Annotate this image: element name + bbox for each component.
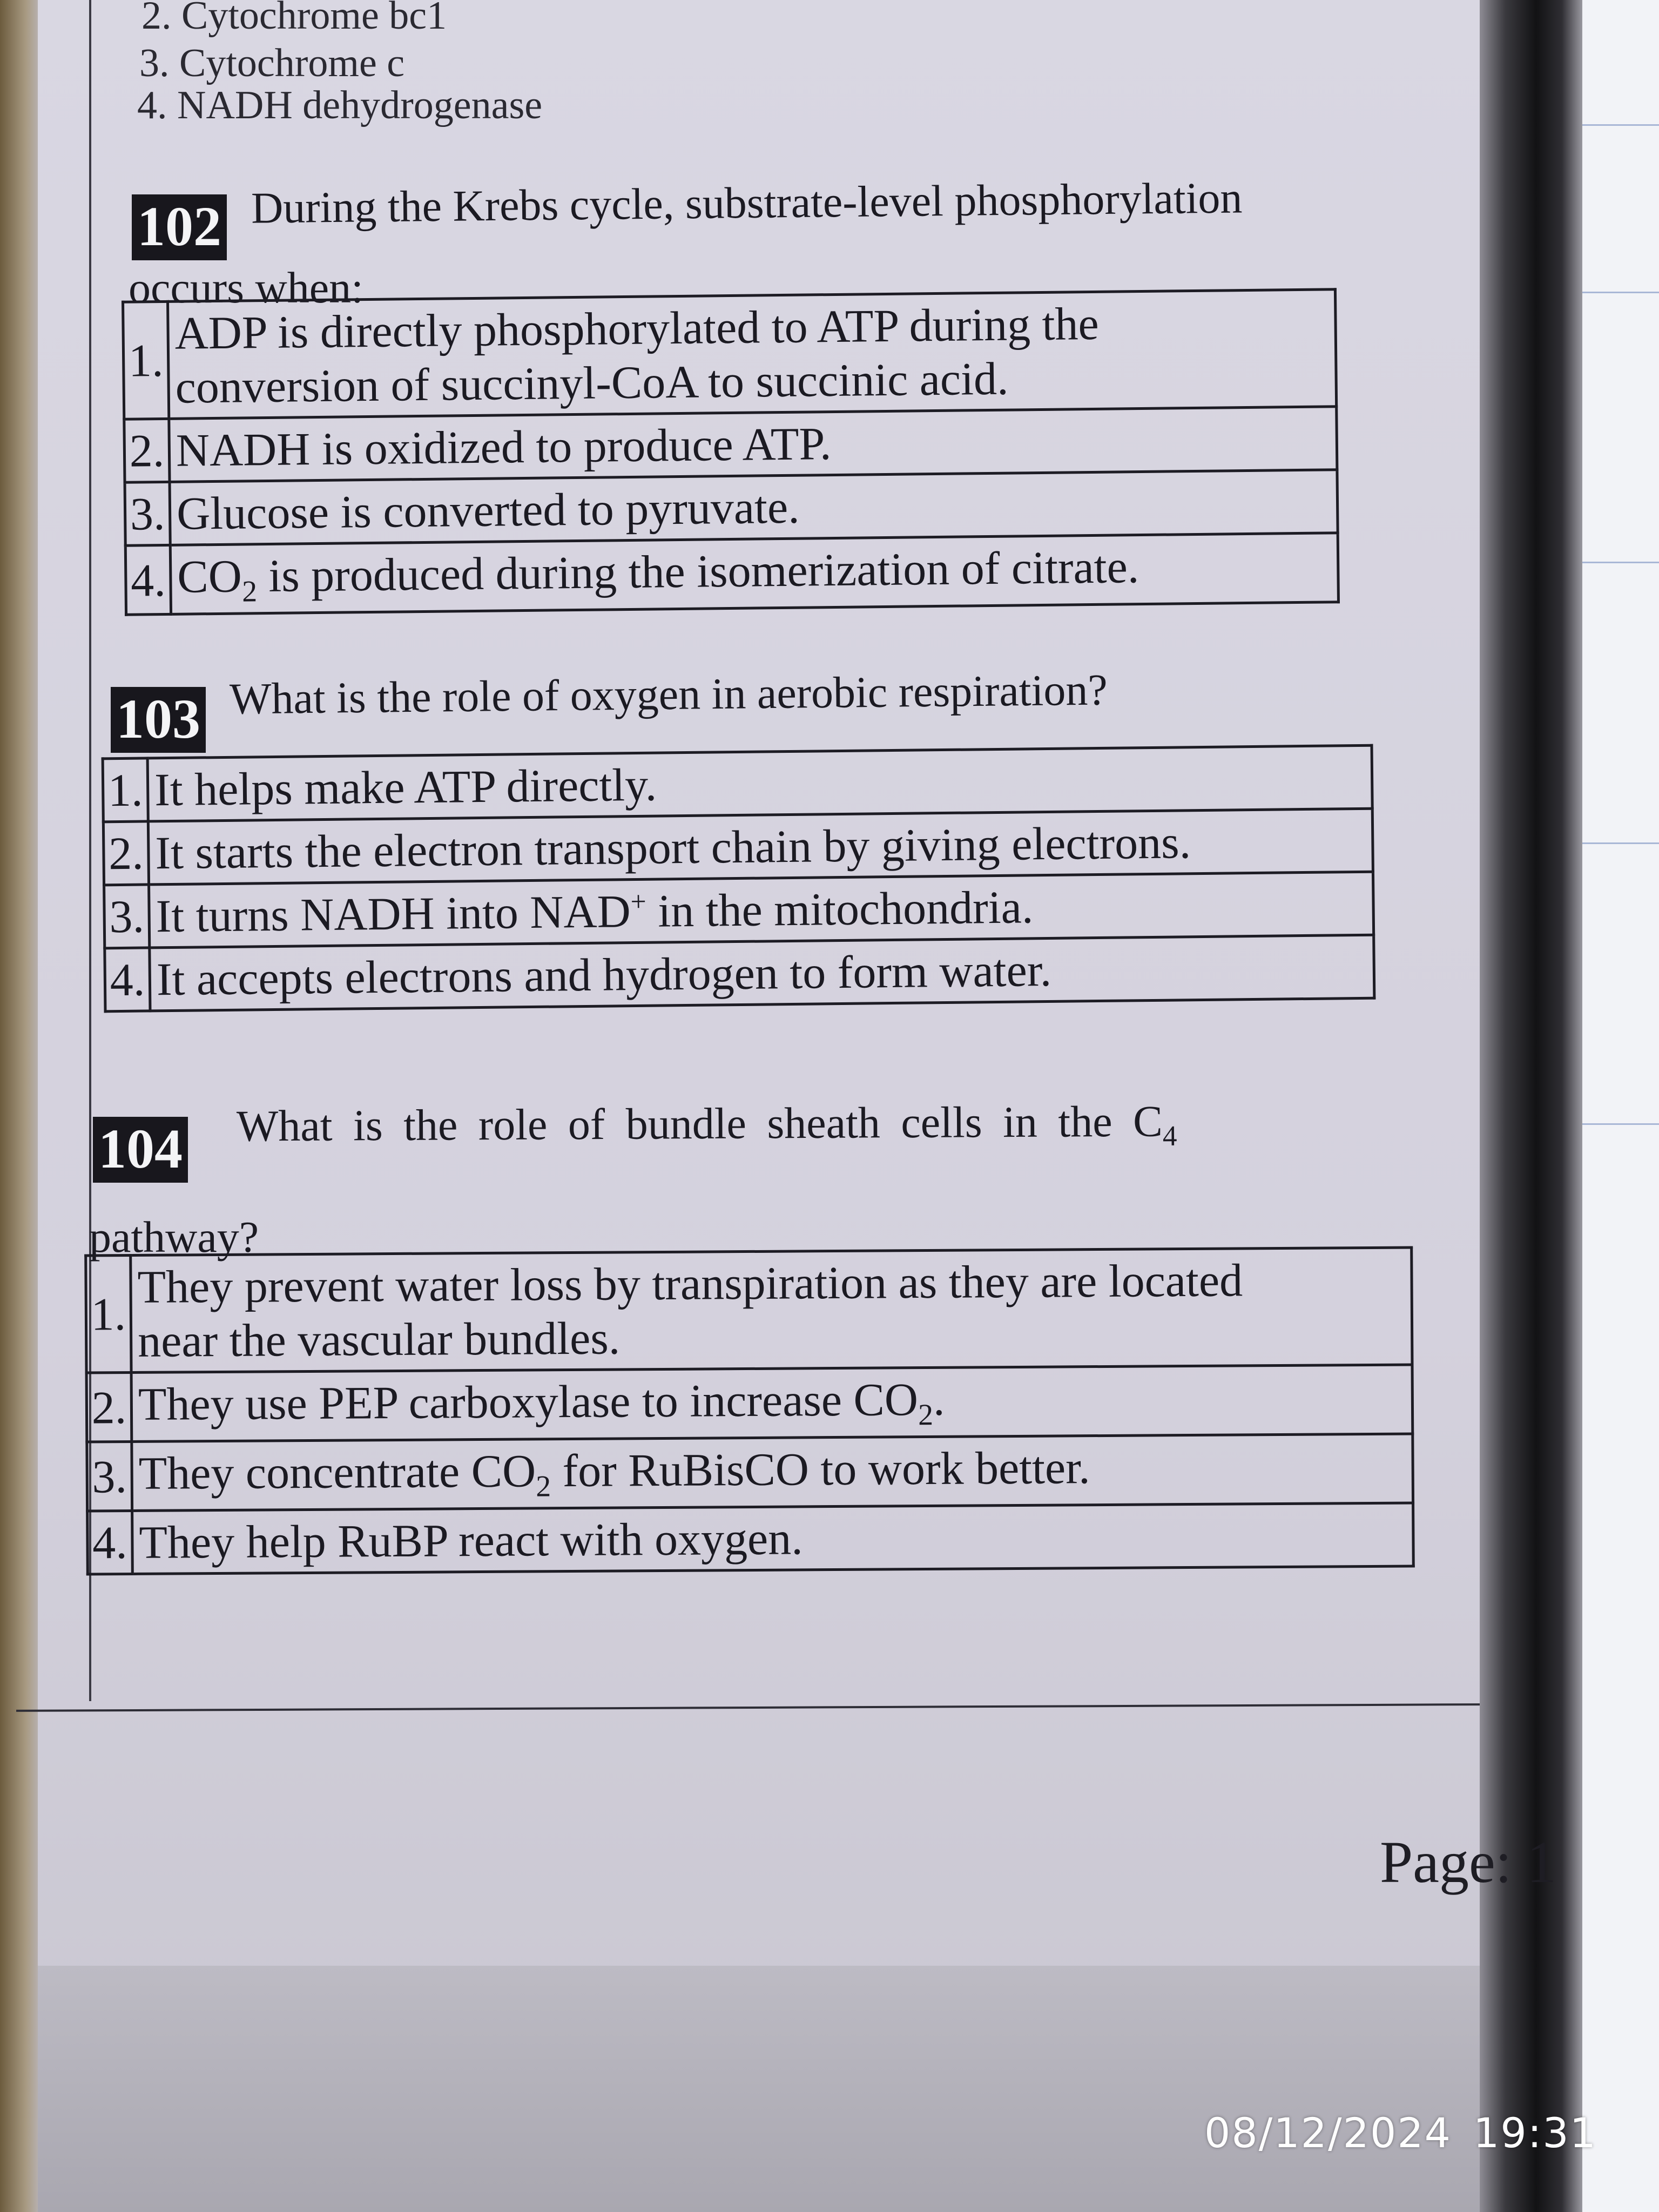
- notebook-line: [1582, 124, 1659, 126]
- option-row[interactable]: [87, 1503, 1414, 1574]
- option-text: It accepts electrons and hydrogen to form water.: [150, 935, 1374, 1011]
- option-text: Glucose is converted to pyruvate.: [170, 470, 1338, 545]
- question-104-text-cont: pathway?: [89, 1212, 259, 1262]
- option-text: It turns NADH into NAD+ in the mitochondria.: [149, 872, 1374, 948]
- question-102-text: During the Krebs cycle, substrate-level phosphorylation: [251, 173, 1243, 233]
- previous-option: 2. Cytochrome bc1: [141, 0, 447, 38]
- option-row[interactable]: [86, 1365, 1413, 1442]
- question-102-text-cont: occurs when:: [129, 263, 363, 312]
- options-table-103: [102, 744, 1376, 1013]
- option-row[interactable]: [86, 1247, 1412, 1373]
- option-row[interactable]: [125, 533, 1338, 615]
- option-number: 2.: [124, 419, 170, 482]
- option-number: 3.: [125, 482, 170, 545]
- question-number-102: 102: [132, 194, 227, 260]
- option-text: It helps make ATP directly.: [147, 745, 1372, 821]
- notebook-line: [1582, 842, 1659, 844]
- option-text: They help RuBP react with oxygen.: [132, 1503, 1414, 1574]
- left-desk-edge: [0, 0, 43, 2212]
- option-text: It starts the electron transport chain by giving electrons.: [148, 808, 1373, 885]
- option-text: $CO_2$ is produced during the isomerization of citrate.: [170, 533, 1338, 615]
- option-number: 3.: [104, 885, 150, 948]
- page-label: Page: 1: [1380, 1829, 1556, 1895]
- question-number-104: 104: [93, 1117, 188, 1183]
- option-number: 4.: [105, 948, 150, 1011]
- question-number-103: 103: [111, 687, 206, 753]
- option-text: ADP is directly phosphorylated to ATP during the conversion of succinyl-CoA to succinic acid.: [168, 289, 1337, 419]
- option-number: 3.: [87, 1442, 132, 1512]
- timestamp-date: 08/12/2024: [1204, 2109, 1452, 2157]
- options-table-102: [122, 288, 1340, 616]
- photo-timestamp: [1204, 2109, 1597, 2157]
- option-row[interactable]: [105, 935, 1374, 1011]
- option-text: They concentrate $CO_2$ for RuBisCO to work better.: [132, 1434, 1413, 1511]
- option-row[interactable]: [123, 289, 1337, 419]
- option-text: NADH is oxidized to produce ATP.: [169, 407, 1337, 482]
- notebook-paper: [1582, 0, 1659, 2212]
- option-number: 4.: [87, 1511, 133, 1575]
- option-row[interactable]: [87, 1434, 1413, 1511]
- timestamp-time: 19:31: [1473, 2109, 1597, 2157]
- option-number: 1.: [103, 758, 148, 822]
- option-number: 4.: [125, 545, 171, 615]
- option-number: 2.: [103, 821, 149, 885]
- screen-lower-band: [38, 1966, 1491, 2212]
- previous-option: 3. Cytochrome c: [139, 41, 405, 85]
- question-104-text: What is the role of bundle sheath cells in the $C_4$: [236, 1096, 1177, 1152]
- option-number: 1.: [86, 1255, 131, 1373]
- notebook-line: [1582, 292, 1659, 293]
- option-text: They prevent water loss by transpiration as they are located near the vascular bundles.: [131, 1247, 1412, 1372]
- option-text: They use PEP carboxylase to increase $CO_2$.: [131, 1365, 1413, 1442]
- option-row[interactable]: [125, 470, 1338, 546]
- options-table-104: [84, 1246, 1415, 1575]
- previous-option: 4. NADH dehydrogenase: [137, 83, 543, 127]
- notebook-line: [1582, 1123, 1659, 1125]
- option-number: 1.: [123, 301, 169, 419]
- option-row[interactable]: [124, 407, 1337, 483]
- notebook-line: [1582, 562, 1659, 563]
- option-number: 2.: [86, 1372, 132, 1442]
- question-103-text: What is the role of oxygen in aerobic respiration?: [229, 665, 1108, 724]
